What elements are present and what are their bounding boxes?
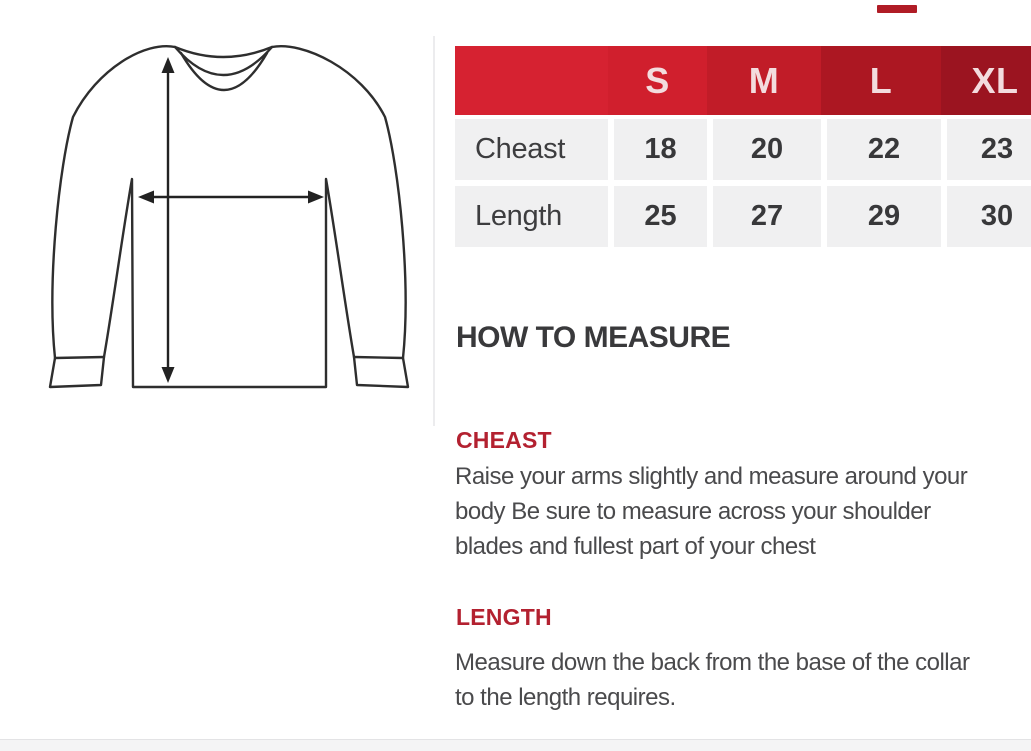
length-value-xl: 30 (947, 186, 1031, 247)
shirt-measurement-diagram (15, 15, 440, 430)
header-size-s: S (608, 46, 707, 115)
header-empty-cell (455, 46, 608, 115)
cheast-value-s: 18 (614, 119, 707, 180)
length-value-s: 25 (614, 186, 707, 247)
row-label: Cheast (455, 119, 608, 180)
red-dash-decoration (877, 5, 917, 13)
cheast-value-m: 20 (713, 119, 821, 180)
cheast-value-l: 22 (827, 119, 941, 180)
table-row-cheast (455, 119, 1031, 180)
length-value-m: 27 (713, 186, 821, 247)
left-cuff-seam (55, 357, 104, 358)
how-to-measure-heading: HOW TO MEASURE (456, 321, 731, 354)
header-size-l: L (821, 46, 941, 115)
length-section-body: Measure down the back from the base of the collar to the length requires. (455, 649, 970, 711)
right-cuff-seam (354, 357, 403, 358)
size-table (455, 46, 1031, 247)
table-row-length (455, 186, 1031, 247)
shirt-diagram-svg (15, 15, 440, 430)
chest-arrow-icon (138, 191, 324, 204)
length-arrow-icon (162, 57, 175, 383)
cheast-value-xl: 23 (947, 119, 1031, 180)
length-section-title: LENGTH (456, 604, 552, 630)
collar-top-curve (175, 47, 272, 57)
shirt-outline (50, 46, 408, 387)
cheast-section-title: CHEAST (456, 427, 552, 453)
header-size-xl: XL (941, 46, 1031, 115)
size-table-header (455, 46, 1031, 115)
cheast-section-body: Raise your arms slightly and measure around your body Be sure to measure across your shoulder blades and fullest part of your chest (455, 463, 968, 560)
length-value-l: 29 (827, 186, 941, 247)
bottom-band (0, 739, 1031, 751)
figure-edge-line (433, 36, 435, 426)
header-size-m: M (707, 46, 821, 115)
row-label: Length (455, 186, 608, 247)
collar-bottom-curve (181, 53, 267, 90)
